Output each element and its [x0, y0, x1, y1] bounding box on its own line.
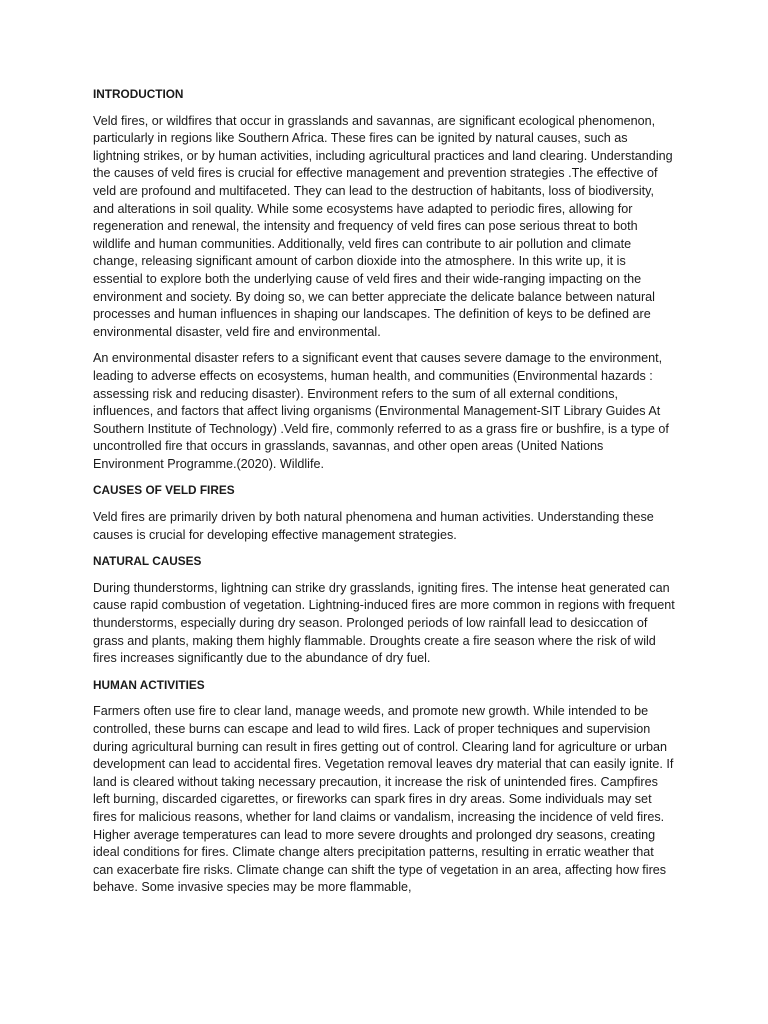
introduction-heading: INTRODUCTION: [93, 87, 184, 101]
human-activities-heading: HUMAN ACTIVITIES: [93, 677, 205, 692]
introduction-paragraph-2: An environmental disaster refers to a significant event that causes severe damage to the environment, leading to adverse effects on ecosystems, human health, and communities (Environmental hazards : assessing risk and reducing disaster). Environment refers to the sum of all external conditions, influences, and factors that affect living organisms (Environmental Management-SIT Library Guides At Southern Institute of Technology) .Veld fire, commonly referred to as a grass fire or bushfire, is a type of uncontrolled fire that occurs in grasslands, savannas, and other open areas (United Nations Environment Programme.(2020). Wildlife.: [93, 351, 669, 471]
introduction-paragraph-1: Veld fires, or wildfires that occur in grasslands and savannas, are significant ecological phenomenon, particularly in regions like Southern Africa. These fires can be ignited by natural causes, such as lightning strikes, or by human activities, including agricultural practices and land clearing. Understanding the causes of veld fires is crucial for effective management and prevention strategies .The effective of veld are profound and multifaceted. They can lead to the destruction of habitants, loss of biodiversity, and alterations in soil quality. While some ecosystems have adapted to periodic fires, allowing for regeneration and renewal, the intensity and frequency of veld fires can pose serious threat to both wildlife and human communities. Additionally, veld fires can contribute to air pollution and climate change, releasing significant amount of carbon dioxide into the atmosphere. In this write up, it is essential to explore both the underlying cause of veld fires and their wide-ranging impacting on the environment and society. By doing so, we can better appreciate the delicate balance between natural processes and human influences in shaping our landscapes. The definition of keys to be defined are environmental disaster, veld fire and environmental.: [93, 113, 673, 339]
human-activities-paragraph: Farmers often use fire to clear land, manage weeds, and promote new growth. While intended to be controlled, these burns can escape and lead to wild fires. Lack of proper techniques and supervision during agricultural burning can result in fires getting out of control. Clearing land for agriculture or urban development can lead to accidental fires. Vegetation removal leaves dry material that can easily ignite. If land is cleared without taking necessary precaution, it increase the risk of unintended fires. Campfires left burning, discarded cigarettes, or fireworks can spark fires in dry areas. Some individuals may set fires for malicious reasons, whether for land claims or vandalism, increasing the incidence of veld fires. Higher average temperatures can lead to more severe droughts and prolonged dry seasons, creating ideal conditions for fires. Climate change alters precipitation patterns, resulting in erratic weather that can exacerbate fire risks. Climate change can shift the type of vegetation in an area, affecting how fires behave. Some invasive species may be more flammable,: [93, 704, 674, 895]
document-page: [93, 86, 677, 906]
natural-causes-heading: NATURAL CAUSES: [93, 554, 202, 569]
natural-causes-paragraph: During thunderstorms, lightning can strike dry grasslands, igniting fires. The intense heat generated can cause rapid combustion of vegetation. Lightning-induced fires are more common in regions with frequent thunderstorms, especially during dry season. Prolonged periods of low rainfall lead to desiccation of grass and plants, making them highly flammable. Droughts create a fire season where the risk of wild fires increases significantly due to the abundance of dry fuel.: [93, 580, 675, 666]
causes-paragraph: Veld fires are primarily driven by both natural phenomena and human activities. Understanding these causes is crucial for developing effective management strategies.: [93, 510, 654, 542]
causes-heading: CAUSES OF VELD FIRES: [93, 483, 235, 498]
